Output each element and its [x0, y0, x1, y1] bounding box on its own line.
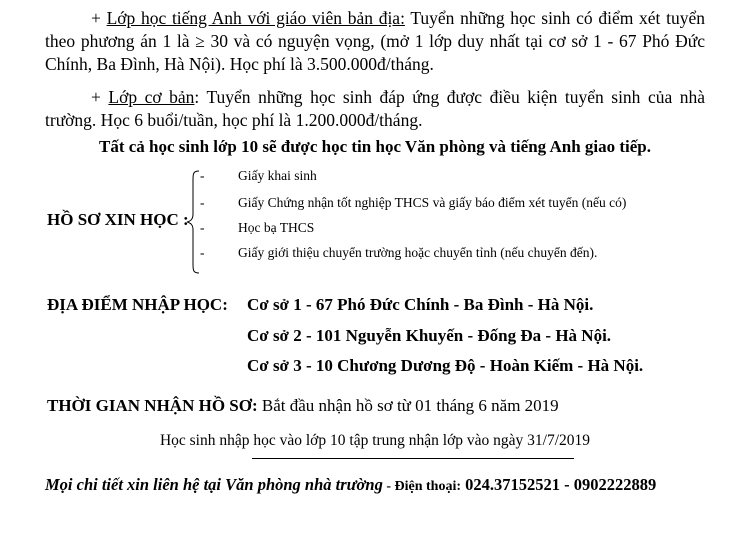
basic-class-paragraph — [45, 86, 705, 132]
english-class-text: Tuyển những học sinh có điểm xét tuyển theo phương án 1 là ≥ 30 và có nguyện vọng, (mở 1 lớp duy nhất tại cơ sở 1 - 67 Phó Đức Chính, Ba Đình, Hà Nội). Học phí là 3.500.000đ/tháng. — [45, 8, 706, 74]
basic-class-title: Lớp cơ bản — [108, 87, 195, 107]
curly-brace-icon — [186, 170, 200, 274]
contact-line — [45, 475, 656, 495]
list-bullet: - — [200, 245, 205, 260]
application-time-label: THỜI GIAN NHẬN HỒ SƠ: — [47, 396, 258, 415]
basic-class-text: : Tuyển những học sinh đáp ứng được điều kiện tuyển sinh của nhà trường. Học 6 buổi/tuần, học phí là 1.200.000đ/tháng. — [45, 87, 706, 130]
location-item: Cơ sở 1 - 67 Phó Đức Chính - Ba Đình - Hà Nội. — [247, 295, 594, 314]
location-item: Cơ sở 2 - 101 Nguyễn Khuyến - Đống Đa - Hà Nội. — [247, 326, 612, 345]
document-item-text: Giấy Chứng nhận tốt nghiệp THCS và giấy báo điểm xét tuyển (nếu có) — [238, 195, 627, 210]
document-item-text: Giấy giới thiệu chuyển trường hoặc chuyển tỉnh (nếu chuyển đến). — [238, 245, 598, 260]
list-bullet: - — [200, 220, 205, 235]
application-time — [47, 396, 559, 416]
english-class-paragraph — [45, 7, 705, 76]
document-item-text: Giấy khai sinh — [238, 168, 317, 183]
basic-class-prefix: + — [91, 87, 109, 107]
english-class-title: Lớp học tiếng Anh với giáo viên bản địa: — [106, 8, 405, 28]
document-item-text: Học bạ THCS — [238, 220, 315, 235]
list-bullet: - — [200, 168, 205, 183]
contact-text: Mọi chi tiết xin liên hệ tại Văn phòng nhà trường — [45, 475, 383, 494]
divider — [252, 458, 574, 459]
documents-label: HỒ SƠ XIN HỌC : — [47, 210, 189, 229]
english-class-prefix: + — [91, 8, 107, 28]
phone-label: - Điện thoại: — [382, 479, 461, 494]
phone-numbers: 024.37152521 - 0902222889 — [461, 475, 657, 494]
all-students-note: Tất cả học sinh lớp 10 sẽ được học tin học Văn phòng và tiếng Anh giao tiếp. — [98, 137, 652, 156]
list-bullet: - — [200, 195, 205, 210]
intake-note: Học sinh nhập học vào lớp 10 tập trung nhận lớp vào ngày 31/7/2019 — [159, 432, 591, 449]
locations-label: ĐỊA ĐIỂM NHẬP HỌC: — [47, 295, 228, 314]
application-time-text: Bắt đầu nhận hồ sơ từ 01 tháng 6 năm 2019 — [257, 396, 559, 415]
location-item: Cơ sở 3 - 10 Chương Dương Độ - Hoàn Kiếm - Hà Nội. — [247, 356, 644, 375]
